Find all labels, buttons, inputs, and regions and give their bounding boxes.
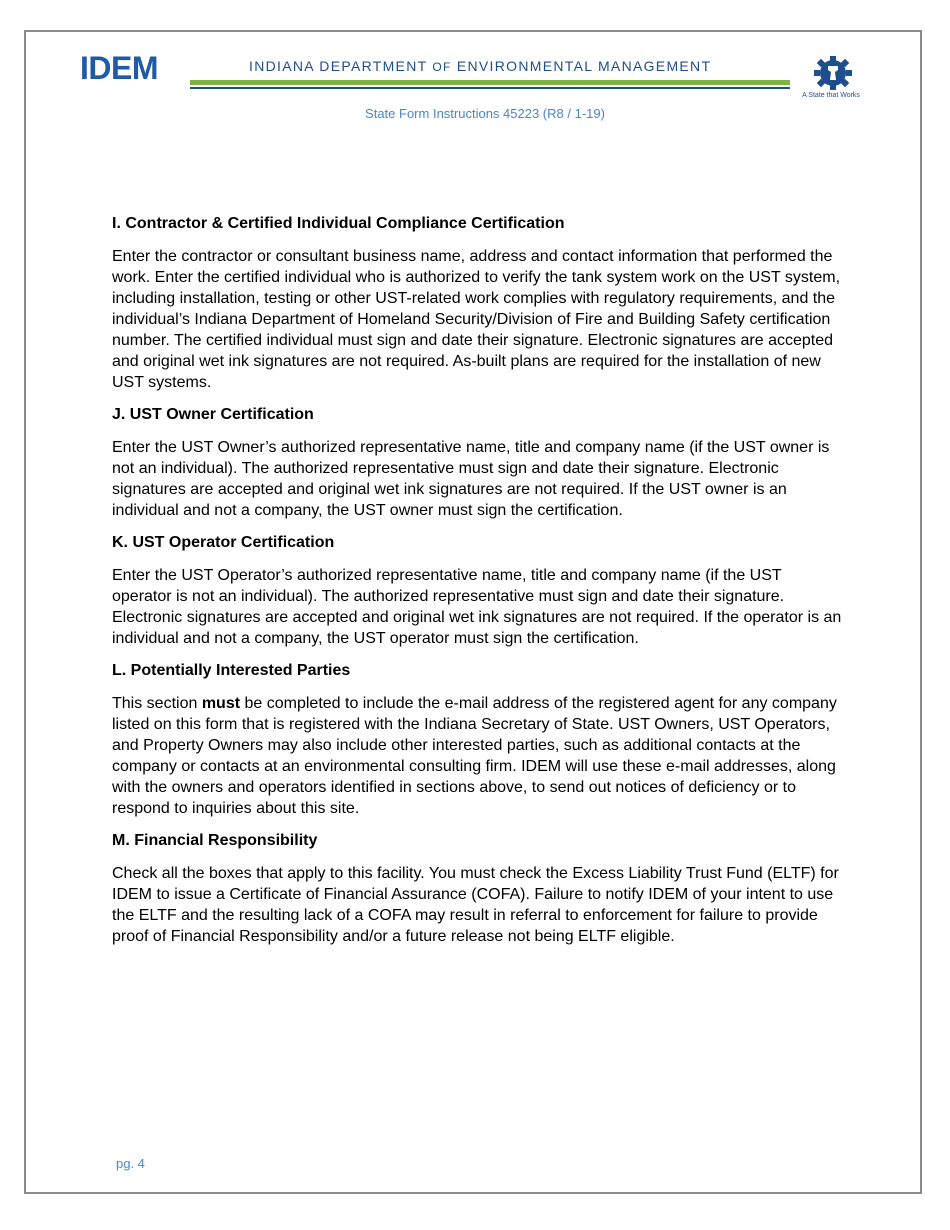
section-k xyxy=(112,533,842,649)
section-heading: L. Potentially Interested Parties xyxy=(112,662,351,679)
form-reference: State Form Instructions 45223 (R8 / 1-19) xyxy=(365,106,605,121)
section-heading: M. Financial Responsibility xyxy=(112,832,318,849)
seal-caption: A State that Works xyxy=(802,92,860,99)
section-l xyxy=(112,661,842,819)
section-heading: K. UST Operator Certification xyxy=(112,534,335,551)
section-i xyxy=(112,214,842,393)
section-j xyxy=(112,405,842,521)
section-heading: I. Contractor & Certified Individual Compliance Certification xyxy=(112,215,565,232)
section-body: Enter the UST Owner’s authorized representative name, title and company name (if the UST owner is not an individual). The authorized representative must sign and date their signature. Electronic signatures are accepted and original wet ink signatures are not required. If the UST owner is an individual and not a company, the UST owner must sign the certification. xyxy=(112,439,830,519)
header-rule-blue xyxy=(190,87,790,89)
idem-logo: IDEM xyxy=(80,50,158,86)
section-body: This section must be completed to include the e-mail address of the registered agent for any company listed on this form that is registered with the Indiana Secretary of State. UST Owners, UST Operators, and Property Owners may also include other interested parties, such as additional contacts at the company or contacts at an environmental consulting firm. IDEM will use these e-mail addresses, along with the owners and operators identified in sections above, to send out notices of deficiency or to respond to inquiries about this site. xyxy=(112,695,837,817)
department-title: INDIANA DEPARTMENT OF ENVIRONMENTAL MANAGEMENT xyxy=(249,58,712,74)
section-body: Check all the boxes that apply to this facility. You must check the Excess Liability Trust Fund (ELTF) for IDEM to issue a Certificate of Financial Assurance (COFA). Failure to notify IDEM of your intent to use the ELTF and the resulting lack of a COFA may result in referral to enforcement for failure to provide proof of Financial Responsibility and/or a future release not being ELTF eligible. xyxy=(112,865,839,945)
section-heading: J. UST Owner Certification xyxy=(112,406,314,423)
header-rule-green xyxy=(190,80,790,85)
instructions-content xyxy=(112,214,842,959)
section-body: Enter the contractor or consultant business name, address and contact information that performed the work. Enter the certified individual who is authorized to verify the tank system work on the UST system, including installation, testing or other UST-related work complies with regulatory requirements, and the individual’s Indiana Department of Homeland Security/Division of Fire and Building Safety certification number. The certified individual must sign and date their signature. Electronic signatures are accepted and original wet ink signatures are not required. As-built plans are required for the installation of new UST systems. xyxy=(112,248,841,391)
emphasis-must: must xyxy=(201,695,241,712)
page-number: pg. 4 xyxy=(116,1156,145,1171)
section-m xyxy=(112,831,842,947)
section-body: Enter the UST Operator’s authorized representative name, title and company name (if the UST operator is not an individual). The authorized representative must sign and date their signature. Electronic signatures are accepted and original wet ink signatures are not required. If the operator is an individual and not a company, the UST operator must sign the certification. xyxy=(112,567,842,647)
